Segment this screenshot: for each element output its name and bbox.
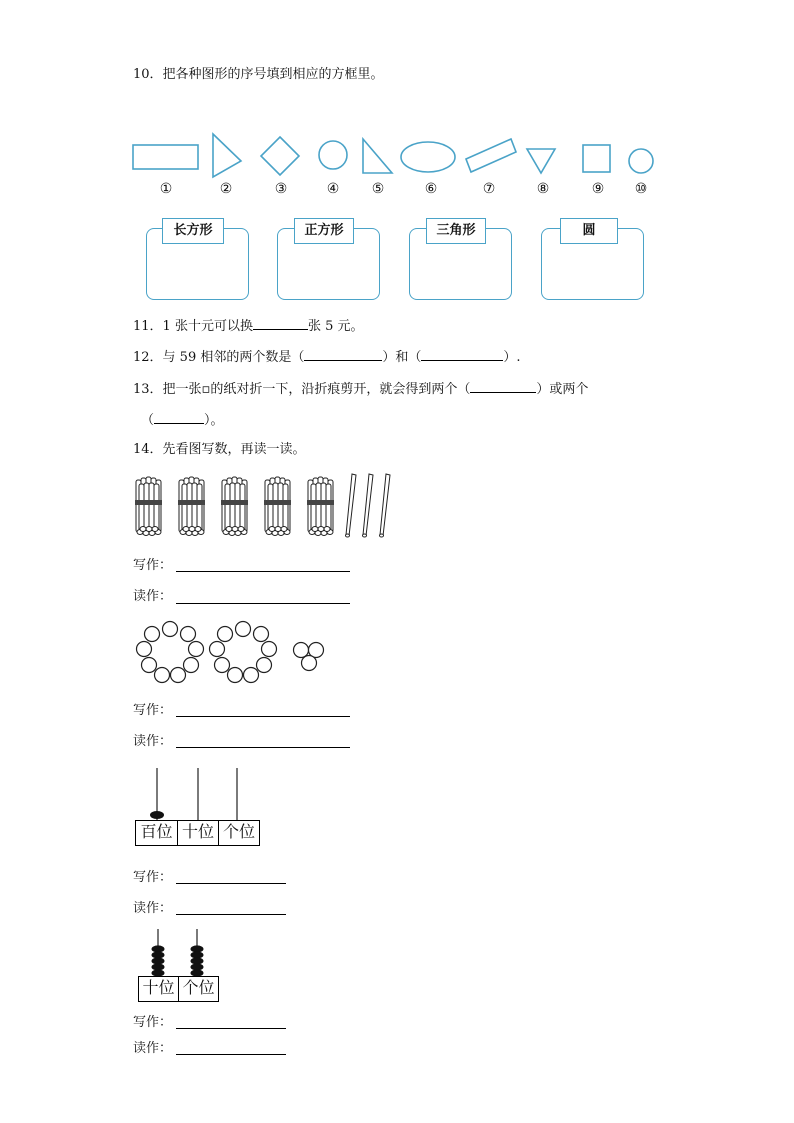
shape-number-1: ① <box>159 181 173 197</box>
q12-mid: ）和（ <box>382 350 422 365</box>
read-answer-line-1[interactable] <box>176 603 350 604</box>
shape-number-10: ⑩ <box>634 181 648 197</box>
rectangle-shape-7 <box>466 139 516 172</box>
bead-ring-1 <box>137 622 204 683</box>
shape-number-3: ③ <box>274 181 288 197</box>
write-label-3: 写作： <box>133 870 173 885</box>
shapes-row <box>0 0 794 320</box>
single-stick <box>380 474 391 537</box>
q12-pre: 12．与 59 相邻的两个数是（ <box>133 350 305 365</box>
shape-number-4: ④ <box>326 181 340 197</box>
abacus-1-label-box <box>135 820 260 846</box>
write-answer-line-1[interactable] <box>176 571 350 572</box>
write-answer-line-4[interactable] <box>176 1028 286 1029</box>
q12 <box>133 347 521 367</box>
q12-blank-1[interactable] <box>304 347 382 361</box>
q13-blank-2[interactable] <box>154 410 204 424</box>
shape-number-6: ⑥ <box>424 181 438 197</box>
write-label-4: 写作： <box>133 1015 173 1030</box>
triangle-shape-2 <box>213 134 241 177</box>
single-stick <box>363 474 374 537</box>
q12-blank-2[interactable] <box>421 347 503 361</box>
abacus-2-rods <box>138 927 218 977</box>
shape-number-9: ⑨ <box>591 181 605 197</box>
q11-pre: 11．1 张十元可以换 <box>133 319 253 334</box>
label-hundreds: 百位 <box>136 821 178 845</box>
sticks-picture <box>130 472 400 540</box>
read-answer-line-2[interactable] <box>176 747 350 748</box>
q13-line1-pre: 13．把一张▫的纸对折一下，沿折痕剪开，就会得到两个（ <box>133 382 471 397</box>
q13-line1-mid: ）或两个 <box>536 382 589 397</box>
q13-line1 <box>133 379 588 399</box>
stick-bundle <box>264 477 291 536</box>
shape-number-5: ⑤ <box>371 181 385 197</box>
beads-picture <box>135 618 335 690</box>
q13-blank-1[interactable] <box>470 379 536 393</box>
abacus-2-label-box <box>138 976 219 1002</box>
read-label-3: 读作： <box>133 901 173 916</box>
read-label-1: 读作： <box>133 589 173 604</box>
shape-number-7: ⑦ <box>482 181 496 197</box>
category-label-rectangle: 长方形 <box>162 218 224 244</box>
ellipse-shape-6 <box>401 142 455 172</box>
label-ones: 个位 <box>222 822 255 841</box>
read-label-2: 读作： <box>133 734 173 749</box>
shape-number-2: ② <box>219 181 233 197</box>
abacus-1-rods <box>135 765 265 821</box>
q14-prompt: 14．先看图写数，再读一读。 <box>133 442 306 457</box>
loose-beads <box>294 643 324 671</box>
abacus-2-tens-beads <box>152 945 165 976</box>
shape-number-8: ⑧ <box>536 181 550 197</box>
label-tens: 十位 <box>139 977 179 1001</box>
q12-post: ）. <box>503 350 521 365</box>
write-answer-line-2[interactable] <box>176 716 350 717</box>
write-label-2: 写作： <box>133 703 173 718</box>
abacus-bead <box>150 811 164 819</box>
category-label-square: 正方形 <box>294 218 354 244</box>
square-shape-9 <box>583 145 610 172</box>
q11-post: 张 5 元。 <box>307 319 364 334</box>
write-answer-line-3[interactable] <box>176 883 286 884</box>
category-label-circle: 圆 <box>560 218 618 244</box>
q11-blank[interactable] <box>253 316 308 330</box>
stick-bundle <box>221 477 248 536</box>
label-tens: 十位 <box>178 821 219 845</box>
write-label-1: 写作： <box>133 558 173 573</box>
q13-line2-post: ）。 <box>204 413 224 428</box>
stick-bundle <box>307 477 334 536</box>
q13-line2 <box>141 410 224 430</box>
read-answer-line-4[interactable] <box>176 1054 286 1055</box>
q11 <box>133 316 364 336</box>
single-stick <box>346 474 357 537</box>
circle-shape-10 <box>629 149 653 173</box>
read-label-4: 读作： <box>133 1041 173 1056</box>
triangle-shape-8 <box>527 149 555 173</box>
q10-prompt: 10．把各种图形的序号填到相应的方框里。 <box>133 67 384 82</box>
rectangle-shape-1 <box>133 145 198 169</box>
triangle-shape-5 <box>363 139 392 173</box>
read-answer-line-3[interactable] <box>176 914 286 915</box>
stick-bundle <box>135 477 162 536</box>
square-shape-3 <box>261 137 299 175</box>
category-label-triangle: 三角形 <box>426 218 486 244</box>
label-ones: 个位 <box>182 978 215 997</box>
q13-line2-pre: （ <box>141 413 155 428</box>
abacus-2-ones-beads <box>191 945 204 976</box>
stick-bundle <box>178 477 205 536</box>
circle-shape-4 <box>319 141 347 169</box>
bead-ring-2 <box>210 622 277 683</box>
